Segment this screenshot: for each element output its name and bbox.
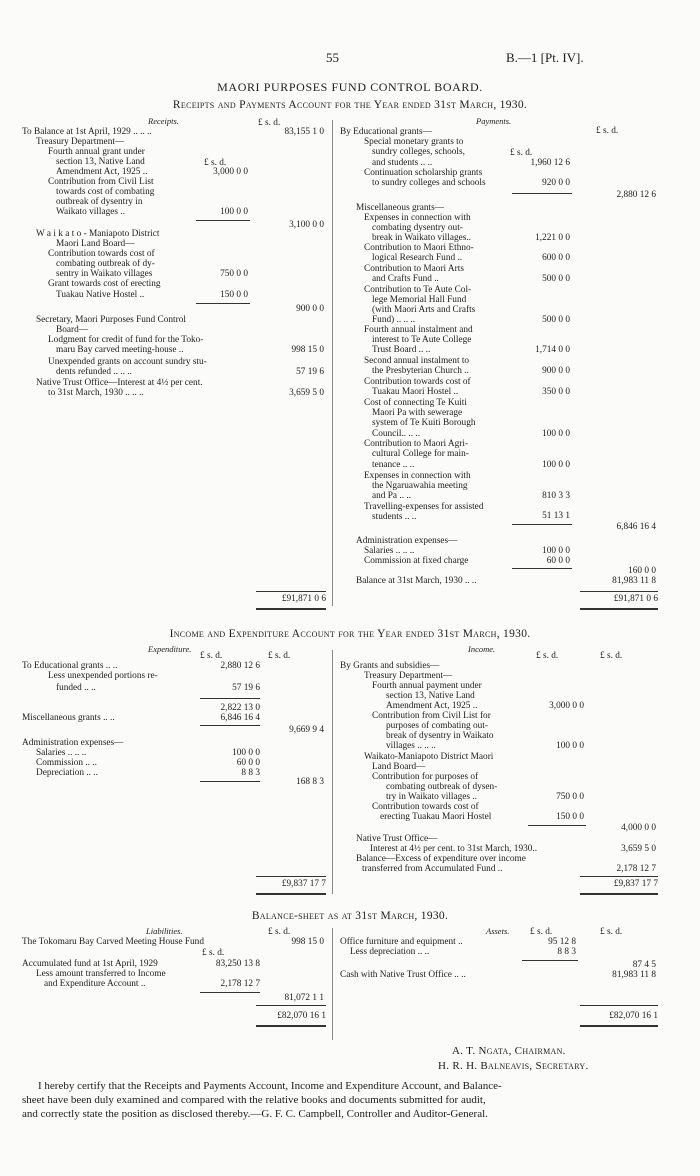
rp-title: Receipts and Payments Account for the Year ended 31st March, 1930. [172,99,528,111]
receipt-line: Unexpended grants on account sundry stu- [48,357,207,367]
asset-line: Less depreciation .. .. [350,947,430,957]
payment-total: 2,880 12 6 [616,190,656,200]
payment-line: interest to Te Aute College [372,335,472,345]
receipt-amount: 750 0 0 [220,269,248,279]
income-line: Balance—Excess of expenditure over income [356,854,526,864]
payment-amount: 1,221 0 0 [535,233,570,243]
receipt-amount: 150 0 0 [220,290,248,300]
receipt-line: combating outbreak of dy- [56,259,155,269]
signature-chairman: A. T. Ngata, Chairman. [452,1045,566,1057]
receipt-line: Contribution towards cost of [48,249,155,259]
payment-line: (with Maori Arts and Crafts [372,305,476,315]
receipt-line: dents refunded .. .. .. [56,367,132,377]
income-line: villages .. .. .. [386,741,436,751]
assets-total: £82,070 16 1 [609,1011,658,1021]
expense-line: Administration expenses— [22,738,124,748]
bs-divider [332,928,333,1040]
expense-amount: 57 19 6 [232,683,260,693]
income-line: erecting Tuakau Maori Hostel [380,812,492,822]
payment-line: system of Te Kuiti Borough [372,418,476,428]
receipt-line: Grant towards cost of erecting [48,279,161,289]
receipt-lsd: £ s. d. [204,158,227,168]
payment-line: Tuakau Maori Hostel .. [372,387,459,397]
income-total: 4,000 0 0 [621,823,656,833]
payment-line: Contribution towards cost of [364,377,471,387]
income-line: Amendment Act, 1925 .. [386,701,478,711]
payment-line: Expenses in connection with [364,471,471,481]
expense-amount: 60 0 0 [236,758,260,768]
income-line: transferred from Accumulated Fund .. [362,864,503,874]
total-double-rule [580,608,658,610]
payment-amount: 1,960 12 6 [530,158,570,168]
receipt-line: towards cost of combating [56,187,155,197]
receipt-line: Contribution from Civil List [48,177,154,187]
payment-line: Fund) .. .. .. [372,315,416,325]
payment-amount: 900 0 0 [542,366,570,376]
payment-amount: 100 0 0 [542,460,570,470]
expense-total: 168 8 3 [296,777,324,787]
expense-line: Depreciation .. .. [36,768,98,778]
payment-amount: 51 13 1 [542,511,570,521]
total-double-rule [580,1025,658,1027]
receipt-line: maru Bay carved meeting-house .. [56,345,184,355]
asset-line: Office furniture and equipment .. [340,937,463,947]
income-line: break of dysentry in Waikato [386,731,494,741]
receipt-line: Fourth annual grant under [48,147,145,157]
receipt-line: outbreak of dysentry in [56,197,143,207]
payments-total: £91,871 0 6 [613,594,658,604]
total-double-rule [580,893,658,895]
payment-line: Fourth annual instalment and [364,325,473,335]
expense-line: funded .. .. [56,683,96,693]
ie-lsd: £ s. d. [200,651,223,661]
income-line: Land Board— [372,762,426,772]
bs-lsd: £ s. d. [530,927,553,937]
income-label: Income. [468,644,496,654]
liability-line: The Tokomaru Bay Carved Meeting House Fund [22,937,204,947]
receipts-total: £91,871 0 6 [281,594,326,604]
receipt-line: Tuakau Native Hostel .. [56,290,145,300]
payment-line: Continuation scholarship grants [364,168,483,178]
receipt-amount: 3,000 0 0 [213,167,248,177]
receipt-line: Native Trust Office—Interest at 4½ per cent. [36,378,203,388]
certificate-line: and correctly state the position as disclosed thereby.—G. F. C. Campbell, Controller and Auditor-General. [22,1108,488,1120]
payment-line: Travelling-expenses for assisted [364,502,484,512]
payment-line: Trust Board .. .. [372,345,431,355]
receipt-line: W a i k a t o - Maniapoto District [36,229,160,239]
income-line: Contribution from Civil List for [372,711,491,721]
bs-title: Balance-sheet as at 31st March, 1930. [251,910,449,922]
income-line: Contribution for purposes of [372,772,479,782]
income-line: combating outbreak of dysen- [386,782,498,792]
receipt-amount: 3,659 5 0 [289,388,324,398]
receipt-line: Secretary, Maori Purposes Fund Control [36,315,186,325]
payment-line: Expenses in connection with [364,213,471,223]
income-line: By Grants and subsidies— [340,661,440,671]
liability-line: and Expenditure Account .. [44,979,146,989]
payment-amount: 1,714 0 0 [535,345,570,355]
payment-total: 160 0 0 [628,566,656,576]
board-title: MAORI PURPOSES FUND CONTROL BOARD. [217,80,483,94]
income-total-final: £9,837 17 7 [613,879,658,889]
receipt-total: 3,100 0 0 [289,220,324,230]
payment-line: Administration expenses— [356,536,458,546]
liability-lsd: £ s. d. [202,948,225,958]
payment-total: 6,846 16 4 [616,522,656,532]
payment-amount: 600 0 0 [542,253,570,263]
receipt-amount: 100 0 0 [220,207,248,217]
subtotal-rule [512,568,572,569]
subtotal-rule [200,698,260,699]
payment-line: Balance at 31st March, 1930 .. .. [356,576,477,586]
income-amount: 3,000 0 0 [549,701,584,711]
payment-line: Miscellaneous grants— [356,203,445,213]
total-rule [256,1005,326,1006]
total-rule [580,591,658,592]
payment-line: Maori Pa with sewerage [372,408,463,418]
expense-line: To Educational grants .. .. [22,661,118,671]
payment-line: Second annual instalment to [364,356,470,366]
subtotal-rule [196,220,250,221]
payment-line: sundry colleges, schools, [372,147,465,157]
ie-lsd: £ s. d. [268,651,291,661]
payments-label: Payments. [476,116,512,126]
total-rule [256,876,326,877]
payment-line: Contribution to Maori Ethno- [364,243,474,253]
payment-line: By Educational grants— [340,127,432,137]
income-amount: 750 0 0 [556,792,584,802]
receipt-line: Waikato villages .. [56,207,125,217]
payment-line: Contribution to Maori Agri- [364,439,469,449]
payment-amount: 100 0 0 [542,429,570,439]
payment-line: the Ngaruawahia meeting [372,481,468,491]
payment-amount: 60 0 0 [546,556,570,566]
payment-amount: 100 0 0 [542,546,570,556]
income-amount: 150 0 0 [556,812,584,822]
payment-line: tenance .. .. [372,460,415,470]
expense-amount: 6,846 16 4 [220,713,260,723]
ie-lsd: £ s. d. [600,651,623,661]
payment-line: the Presbyterian Church .. [372,366,469,376]
total-rule [256,591,326,592]
expense-total: 9,669 9 4 [289,725,324,735]
payment-line: Council.. .. .. [372,429,421,439]
subtotal-rule [528,825,586,826]
subtotal-rule [200,781,260,782]
asset-line: Cash with Native Trust Office .. .. [340,970,466,980]
bs-lsd: £ s. d. [600,927,623,937]
payment-amount: 920 0 0 [542,178,570,188]
liability-amount: 998 15 0 [291,937,324,947]
page-ref: B.—1 [Pt. IV]. [506,50,584,65]
payment-line: Contribution to Maori Arts [364,264,464,274]
payment-line: students .. .. [372,512,417,522]
payment-line: to sundry colleges and schools [372,178,486,188]
payment-line: Commission at fixed charge [364,556,469,566]
payment-line: and Crafts Fund .. [372,274,439,284]
page-number: 55 [326,50,339,65]
income-line: Waikato-Maniapoto District Maori [364,752,494,762]
total-double-rule [256,1025,326,1027]
subtotal-rule [512,524,572,525]
payment-line: Salaries .. .. .. [364,546,415,556]
payment-line: logical Research Fund .. [372,253,463,263]
expense-amount: 100 0 0 [232,748,260,758]
income-line: Contribution towards cost of [372,802,479,812]
expense-line: Less unexpended portions re- [48,671,158,681]
liabilities-total: £82,070 16 1 [277,1011,326,1021]
subtotal-rule [200,725,260,726]
liability-line: Less amount transferred to Income [36,969,166,979]
expenditure-total: £9,837 17 7 [281,879,326,889]
payment-amount: 810 3 3 [542,491,570,501]
total-double-rule [256,893,326,895]
certificate-line: sheet have been duly examined and compared with the relative books and documents submitted for audit, [22,1094,486,1106]
ie-title: Income and Expenditure Account for the Year ended 31st March, 1930. [169,628,531,640]
receipt-line: Amendment Act, 1925 .. [56,167,148,177]
receipt-amount: 57 19 6 [296,367,324,377]
subtotal-rule [512,193,572,194]
expense-line: Commission .. .. [36,758,97,768]
asset-amount: 81,983 11 8 [612,970,656,980]
assets-label: Assets. [486,926,510,936]
receipt-line: Treasury Department— [36,137,125,147]
payment-lsd: £ s. d. [510,148,533,158]
payment-line: combating dysentry out- [372,223,463,233]
expense-amount: 2,822 13 0 [220,703,260,713]
expense-amount: 2,880 12 6 [220,661,260,671]
liability-total: 81,072 1 1 [284,993,324,1003]
rp-right-lsd: £ s. d. [596,126,619,136]
payment-amount: 500 0 0 [542,315,570,325]
income-line: purposes of combating out- [386,721,488,731]
payment-line: Cost of connecting Te Kuiti [364,398,467,408]
bs-lsd: £ s. d. [268,927,291,937]
total-rule [580,1005,658,1006]
subtotal-rule [200,992,260,993]
liability-line: Accumulated fund at 1st April, 1929 [22,959,158,969]
receipt-amount: 83,155 1 0 [284,127,324,137]
income-line: section 13, Native Land [386,691,475,701]
certificate-line: I hereby certify that the Receipts and Payments Account, Income and Expenditure Account, and Balance- [38,1080,502,1092]
payment-line: break in Waikato villages.. [372,233,471,243]
asset-total: 87 4 5 [632,960,656,970]
asset-amount: 95 12 8 [548,937,576,947]
receipt-line: to 31st March, 1930 .. .. .. [48,388,144,398]
liability-amount: 83,250 13 8 [215,959,260,969]
receipt-line: sentry in Waikato villages [56,269,153,279]
receipt-line: Board— [56,325,89,335]
income-line: try in Waikato villages .. [386,792,477,802]
income-line: Treasury Department— [364,671,453,681]
payment-line: Special monetary grants to [364,137,464,147]
income-line: Fourth annual payment under [372,681,482,691]
asset-amount: 8 8 3 [557,947,576,957]
total-double-rule [256,608,326,610]
liability-amount: 2,178 12 7 [220,979,260,989]
payment-amount: 500 0 0 [542,274,570,284]
expenditure-label: Expenditure. [148,644,192,654]
payment-line: and Pa .. .. [372,491,411,501]
expense-amount: 8 8 3 [241,768,260,778]
liabilities-label: Liabilities. [146,926,183,936]
receipt-line: Maori Land Board— [56,239,135,249]
income-amount: 100 0 0 [556,741,584,751]
subtotal-rule [196,303,250,304]
receipt-total: 900 0 0 [296,304,324,314]
receipt-line: Lodgment for credit of fund for the Toko- [48,335,204,345]
signature-secretary: H. R. H. Balneavis, Secretary. [438,1060,589,1072]
ie-lsd: £ s. d. [536,651,559,661]
receipt-line: To Balance at 1st April, 1929 .. .. .. [22,127,152,137]
expense-line: Salaries .. .. .. [36,748,87,758]
payment-line: Contribution to Te Aute Col- [364,285,472,295]
payment-line: cultural College for main- [372,449,469,459]
receipt-line: section 13, Native Land [56,157,145,167]
rp-left-lsd: £ s. d. [258,118,281,128]
payment-line: and students .. .. [372,158,433,168]
income-line: Interest at 4½ per cent. to 31st March, 1930.. [370,844,538,854]
total-rule [580,876,658,877]
rp-divider [332,120,333,606]
payment-amount: 350 0 0 [542,387,570,397]
income-amount: 3,659 5 0 [621,844,656,854]
payment-line: lege Memorial Hall Fund [372,295,467,305]
income-line: Native Trust Office— [356,834,438,844]
ie-divider [332,650,333,894]
receipt-amount: 998 15 0 [291,345,324,355]
expense-line: Miscellaneous grants .. .. [22,713,115,723]
income-amount: 2,178 12 7 [616,864,656,874]
receipts-label: Receipts. [148,116,179,126]
payment-amount: 81,983 11 8 [612,576,656,586]
subtotal-rule [522,960,578,961]
